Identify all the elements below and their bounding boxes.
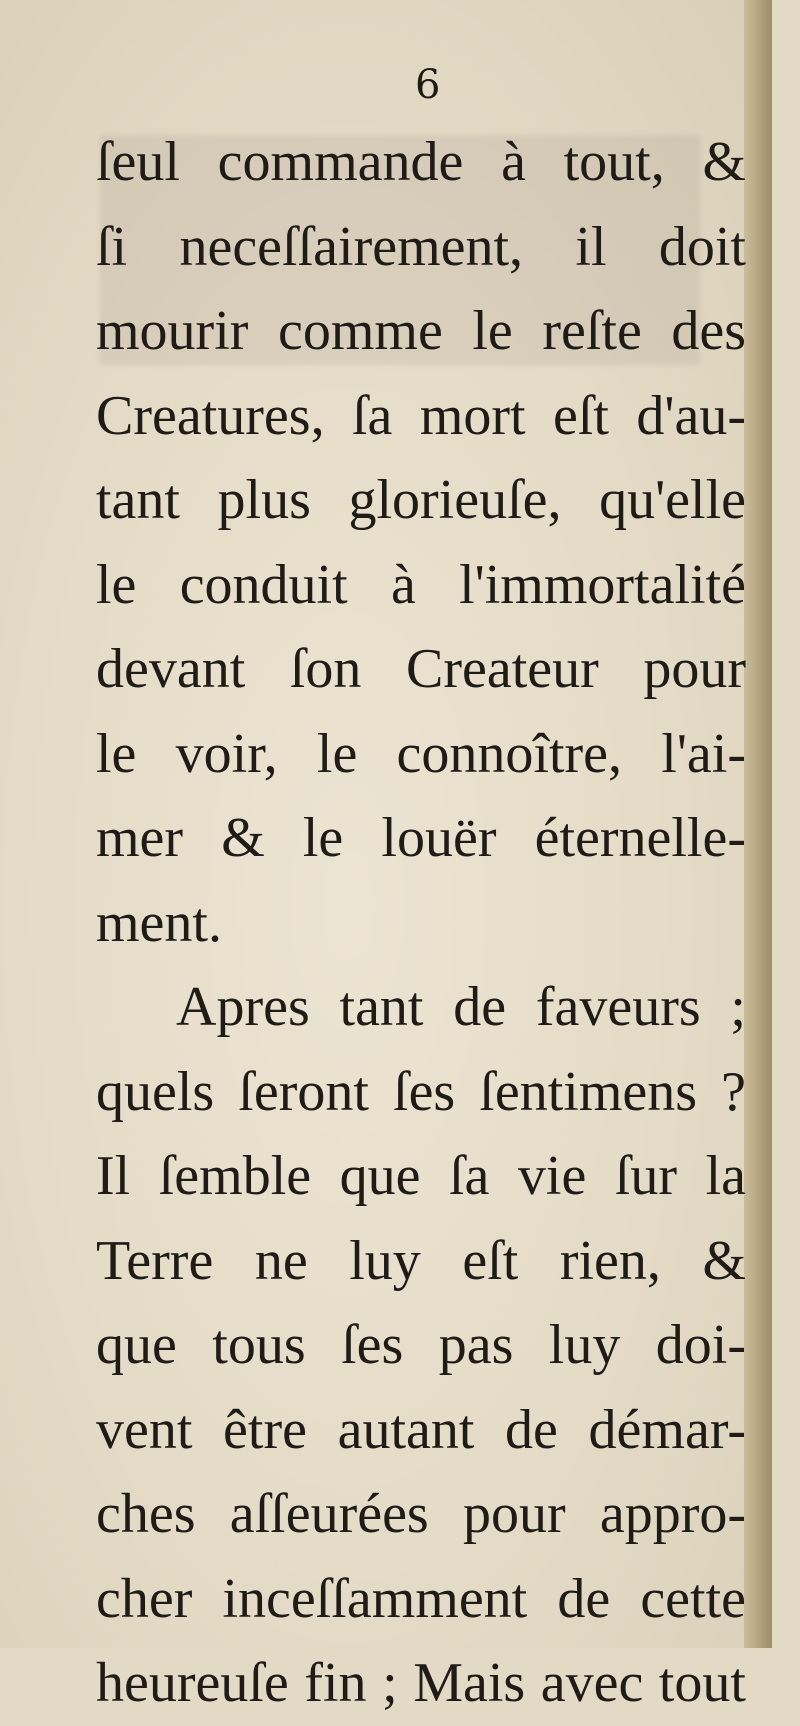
text-line: ches aſſeurées pour appro- <box>96 1483 746 1545</box>
text-line: vent être autant de démar- <box>96 1398 746 1461</box>
text-line: tant plus glorieuſe, qu'elle <box>96 469 746 531</box>
text-line: que tous ſes pas luy doi- <box>96 1314 746 1376</box>
text-line: Creatures, ſa mort eſt d'au- <box>96 384 746 447</box>
text-line: le conduit à l'immortalité <box>96 553 746 616</box>
text-line: Apres tant de faveurs ; <box>176 976 746 1038</box>
text-line: ment. <box>96 891 222 954</box>
text-line: Terre ne luy eſt rien, & <box>96 1229 746 1292</box>
body-text <box>96 120 746 1726</box>
text-line: le voir, le connoître, l'ai- <box>96 722 746 785</box>
page-number: 6 <box>415 62 441 108</box>
text-line: cher inceſſamment de cette <box>96 1567 746 1630</box>
text-line: ſeul commande à tout, & <box>96 131 746 193</box>
text-line: ſi neceſſairement, il doit <box>96 215 746 278</box>
text-line: Il ſemble que ſa vie ſur la <box>96 1145 746 1207</box>
text-line: devant ſon Createur pour <box>96 638 746 700</box>
page-gutter <box>744 0 772 1648</box>
text-line: mourir comme le reſte des <box>96 300 746 362</box>
text-line: heureuſe fin ; Mais avec tout <box>96 1652 746 1714</box>
text-line: quels ſeront ſes ſentimens ? <box>96 1060 746 1123</box>
text-line: mer & le louër éternelle- <box>96 807 746 869</box>
